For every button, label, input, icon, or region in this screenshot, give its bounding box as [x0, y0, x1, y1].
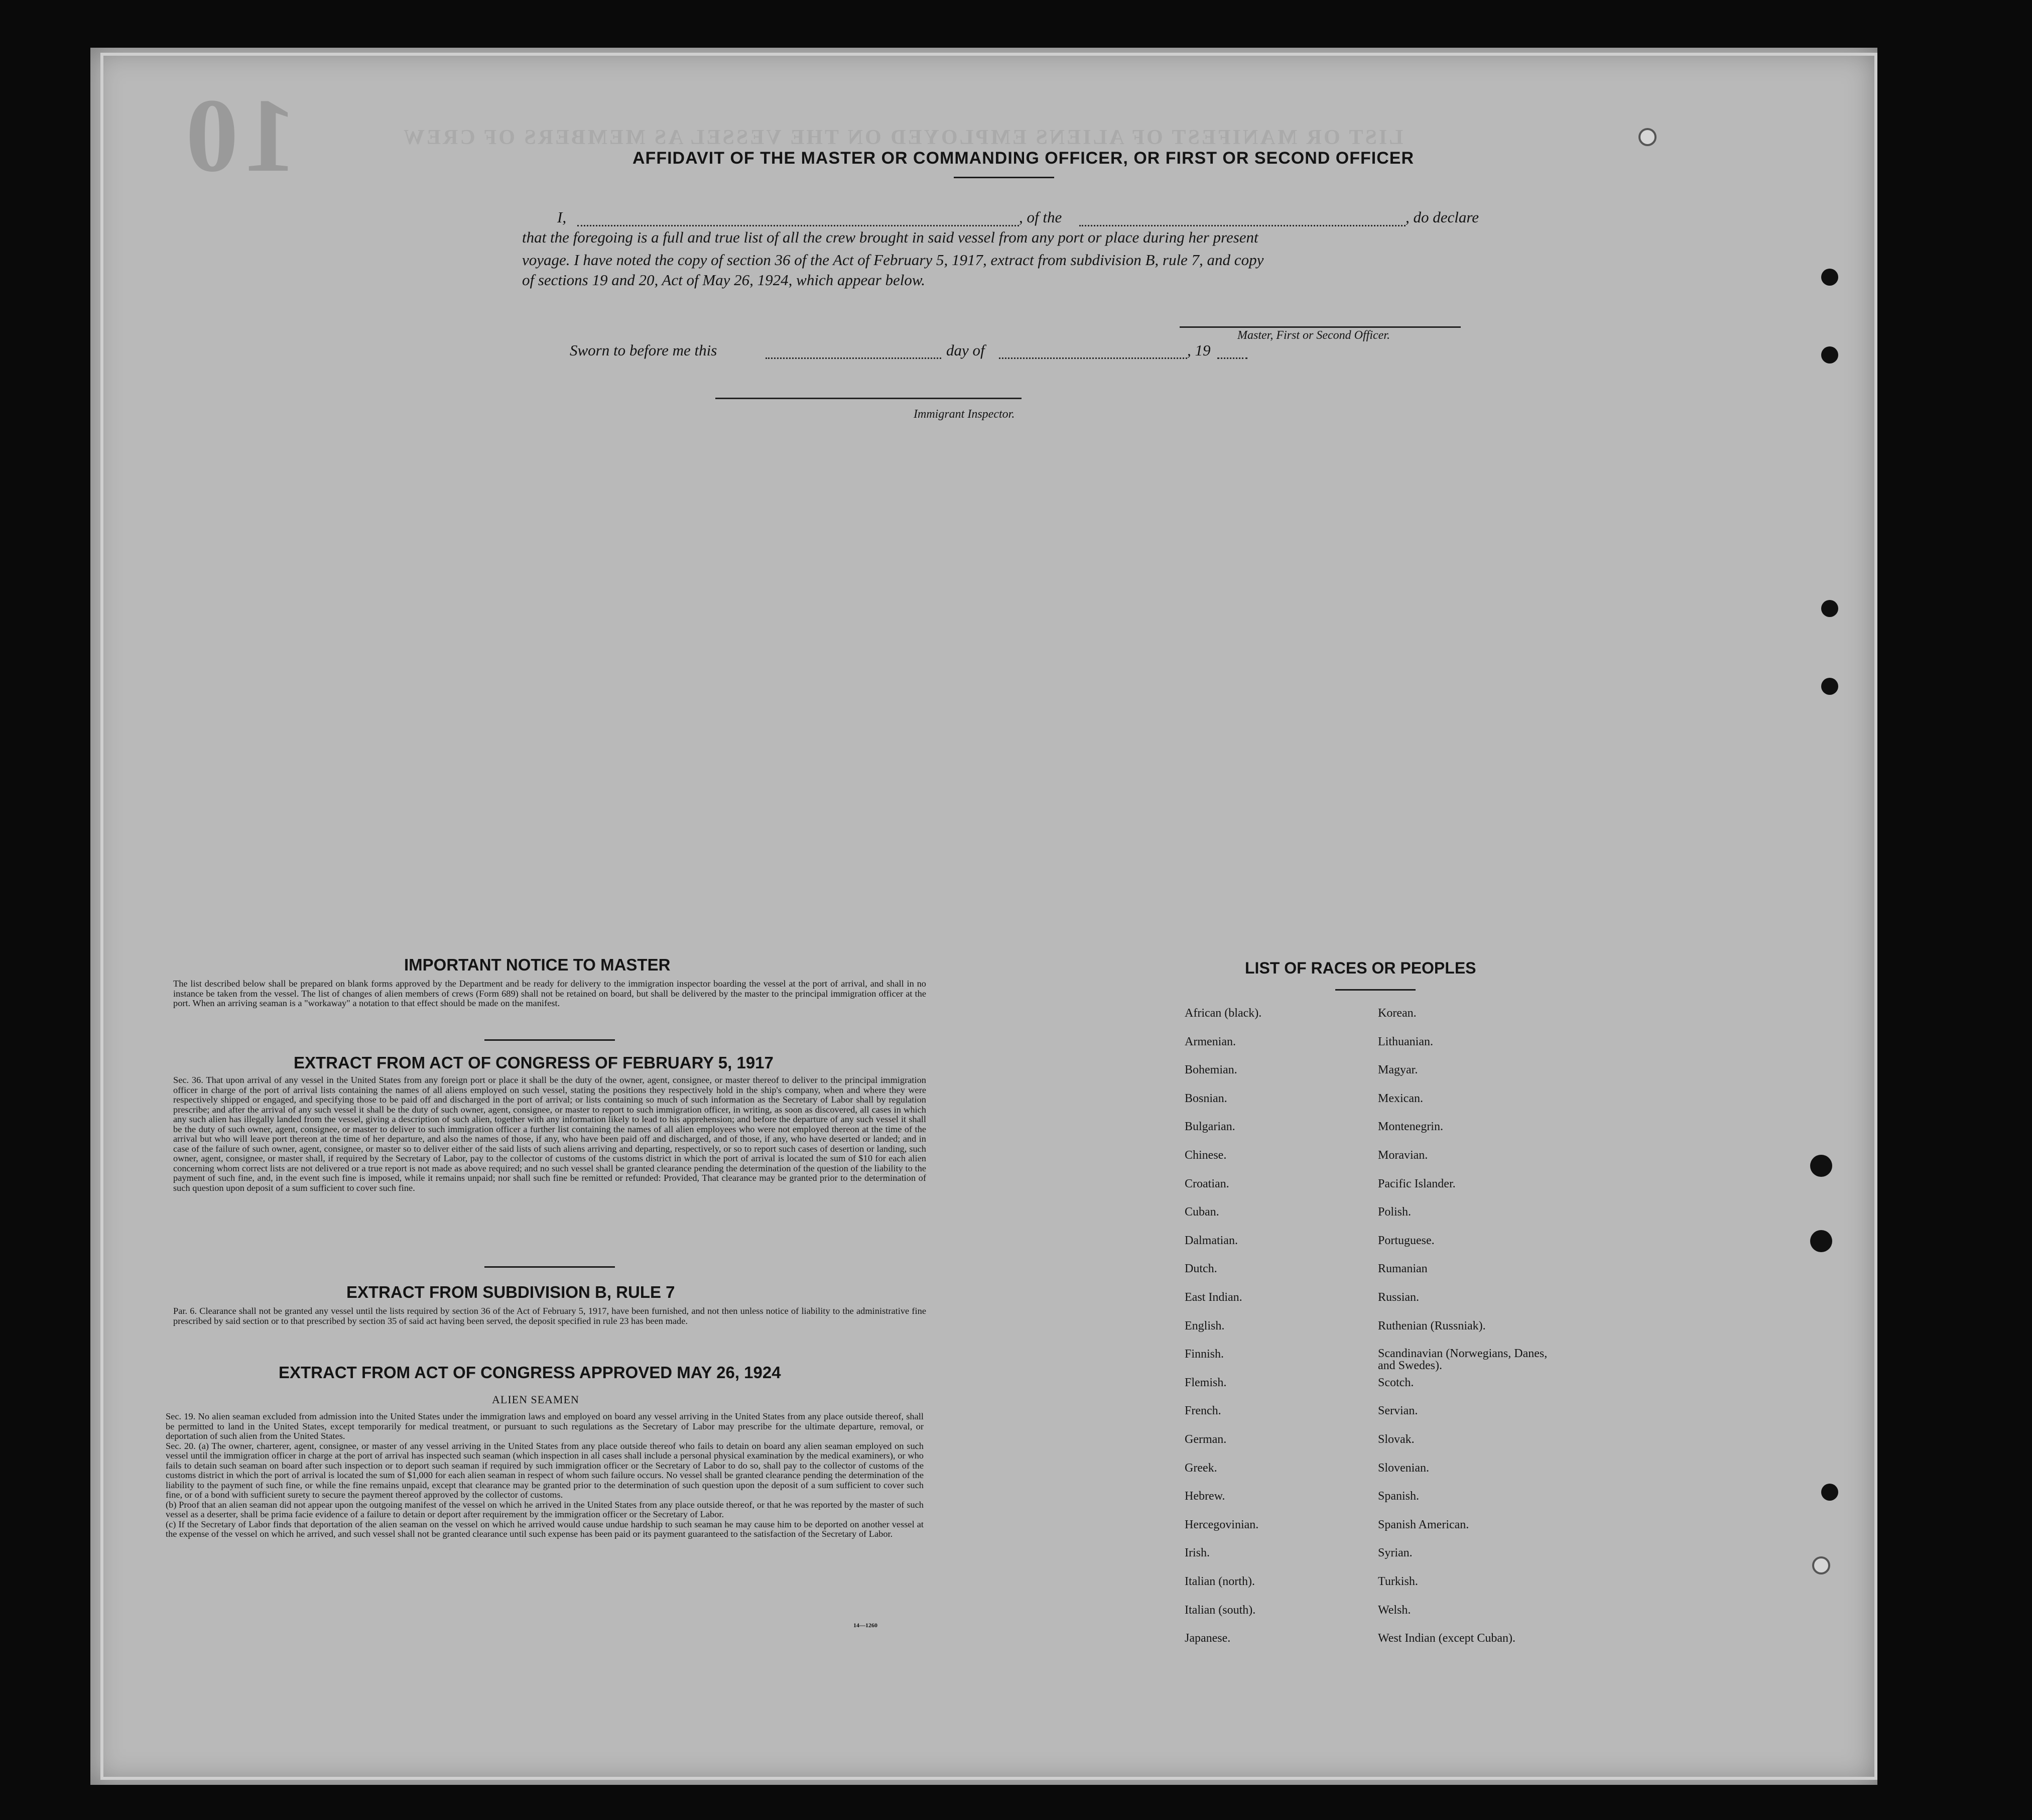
race-entry: West Indian (except Cuban). [1378, 1632, 1515, 1645]
race-entry: Turkish. [1378, 1575, 1418, 1588]
extract-1917-title: EXTRACT FROM ACT OF CONGRESS OF FEBRUARY 5, 1917 [294, 1053, 774, 1072]
race-entry: Moravian. [1378, 1149, 1428, 1162]
race-entry: Spanish American. [1378, 1518, 1469, 1531]
bleed-through-page-number: 10 [181, 77, 296, 194]
alien-seamen-subtitle: ALIEN SEAMEN [492, 1393, 579, 1406]
race-entry: Flemish. [1185, 1376, 1227, 1389]
divider [484, 1039, 615, 1041]
binder-hole [1821, 600, 1838, 617]
race-entry: Chinese. [1185, 1149, 1227, 1162]
races-title: LIST OF RACES OR PEOPLES [1245, 959, 1476, 977]
race-entry: Greek. [1185, 1461, 1217, 1475]
binder-hole [1810, 1230, 1832, 1252]
race-entry: English. [1185, 1319, 1225, 1332]
sworn-year-blank[interactable] [1217, 357, 1247, 359]
bleed-through-title: LIST OR MANIFEST OF ALIENS EMPLOYED ON THE VESSEL AS MEMBERS OF CREW [402, 126, 1404, 149]
sworn-label: Sworn to before me this [570, 341, 717, 359]
year-label: , 19 [1187, 341, 1211, 359]
binder-hole [1821, 269, 1838, 286]
extract-1924-text [166, 1412, 924, 1539]
binder-hole [1821, 346, 1838, 363]
notice-title: IMPORTANT NOTICE TO MASTER [404, 955, 671, 974]
race-entry: Slovak. [1378, 1433, 1415, 1446]
form-number: 14—1260 [853, 1622, 877, 1629]
race-entry: Dalmatian. [1185, 1234, 1238, 1247]
race-entry: Mexican. [1378, 1091, 1423, 1105]
race-entry: Spanish. [1378, 1490, 1420, 1503]
binder-hole [1812, 1556, 1830, 1574]
extract-1917-paragraph: Sec. 36. That upon arrival of any vessel in the United States from any foreign port or place it shall be the duty of the owner, agent, consignee, or master thereof to deliver to the principal immigration officer in charge of the port of arrival lists containing the names of all aliens employed on such vessel, stating the positions they respectively hold in the ship's company, when and where they were respectively shipped or engaged, and specifying those to be paid off and discharged in the port of arrival; or lists containing so much of such information as the Secretary of Labor shall by regulation prescribe; and after the arrival of any such vessel it shall be the duty of such owner, agent, consignee, or master to report to such immigration officer, in writing, as soon as discovered, all cases in which any such alien has illegally landed from the vessel, giving a description of such alien, together with any information likely to lead to his apprehension; and before the departure of any such vessel it shall be the duty of such owner, agent, consignee, or master to deliver to such immigration officer a further list containing the names of all alien employees who were not employed thereon at the time of the arrival but who will leave port thereon at the time of her departure, and also the names of those, if any, who have been paid off and discharged, and of those, if any, who have deserted or landed; and in case of the failure of such owner, agent, consignee, or master so to deliver either of the said lists of such aliens arriving and departing, respectively, or so to report such cases of desertion or landing, such owner, agent, consignee, or master shall, if required by the Secretary of Labor, pay to the collector of customs of the customs district in which the port of arrival is located the sum of $10 for each alien concerning whom correct lists are not delivered or a true report is not made as above required; and no such vessel shall be granted clearance pending the determination of the question of the liability to the payment of such fine, and, in the event such fine is imposed, while it remains unpaid; nor shall such fine be remitted or refunded: Provided, That clearance may be granted prior to the determination of such question upon deposit of a sum sufficient to cover such fine. [173, 1075, 926, 1193]
race-entry: Dutch. [1185, 1262, 1217, 1276]
extract-1917-text [173, 1075, 926, 1193]
notice-text [173, 979, 926, 1009]
race-entry: Irish. [1185, 1546, 1210, 1560]
race-entry: East Indian. [1185, 1291, 1242, 1304]
race-entry: Korean. [1378, 1007, 1417, 1020]
binder-hole [1638, 128, 1657, 146]
affidavit-i: I, [557, 208, 567, 226]
race-entry: Ruthenian (Russniak). [1378, 1319, 1486, 1332]
notice-paragraph: The list described below shall be prepared on blank forms approved by the Department and be ready for delivery to the immigration inspector boarding the vessel at the port of arrival, and shall in no instance be taken from the vessel. The list of changes of alien members of crews (Form 689) shall not be retained on board, but shall be delivered by the master to the principal immigration officer at the port. When an arriving seaman is a "workaway" a notation to that effect should be made on the manifest. [173, 979, 926, 1008]
sec20b-paragraph: (b) Proof that an alien seaman did not appear upon the outgoing manifest of the vessel on which he arrived in the United States from any place outside thereof, or that he was reported by the master of such vessel as a deserter, shall be prima facie evidence of a failure to detain or deport after requirement by the immigration officer or the Secretary of Labor. [166, 1499, 924, 1519]
affidavit-declare: , do declare [1406, 208, 1479, 226]
rule7-paragraph: Par. 6. Clearance shall not be granted any vessel until the lists required by section 36 of the Act of February 5, 1917, have been furnished, and not then unless notice of liability to the administrative fine prescribed by said section or to that prescribed by section 35 of said act having been served, the deposit specified in rule 23 has been made. [173, 1306, 926, 1326]
race-entry: Italian (north). [1185, 1575, 1255, 1588]
race-entry: Servian. [1378, 1404, 1418, 1418]
race-entry: Croatian. [1185, 1177, 1229, 1190]
sec19-paragraph: Sec. 19. No alien seaman excluded from admission into the United States under the immigration laws and employed on board any vessel arriving in the United States from any place outside thereof, shall be permitted to land in the United States, except temporarily for medical treatment, or pursuant to such regulations as the Secretary of Labor may prescribe for the ultimate departure, removal, or deportation of such alien from the United States. [166, 1411, 924, 1441]
divider [484, 1266, 615, 1268]
race-entry: Pacific Islander. [1378, 1177, 1456, 1190]
race-entry: Hebrew. [1185, 1490, 1225, 1503]
master-signature-line[interactable] [1180, 326, 1461, 328]
inspector-label: Immigrant Inspector. [914, 408, 1015, 421]
race-entry: Scotch. [1378, 1376, 1414, 1389]
race-entry: Bohemian. [1185, 1063, 1237, 1077]
affidavit-of-the: , of the [1019, 208, 1062, 226]
affidavit-line-3: voyage. I have noted the copy of section 36 of the Act of February 5, 1917, extract from subdivision B, rule 7, and copy [522, 251, 1264, 269]
race-entry: Italian (south). [1185, 1603, 1256, 1617]
sec20a-paragraph: Sec. 20. (a) The owner, charterer, agent, consignee, or master of any vessel arriving in the United States from any place outside thereof who fails to detain on board any alien seaman employed on such vessel until the immigration officer in charge at the port of arrival has inspected such seaman (which inspection in all cases shall include a personal physical examination by the medical examiners), or who fails to detain such seaman on board after such inspection or to deport such seaman if required by such immigration officer or the Secretary of Labor to do so, shall pay to the collector of customs of the customs district in which the port of arrival is located the sum of $1,000 for each alien seaman in respect of whom such failure occurs. No vessel shall be granted clearance pending the determination of the liability to the payment of such fine, or while the fine remains unpaid, except that clearance may be granted prior to the determination of such question upon the deposit of a sum sufficient to cover such fine, or of a bond with sufficient surety to secure the payment thereof approved by the collector of customs. [166, 1440, 924, 1500]
race-entry: Finnish. [1185, 1348, 1224, 1361]
race-entry: Syrian. [1378, 1546, 1413, 1560]
race-entry: Bosnian. [1185, 1091, 1227, 1105]
race-entry: Magyar. [1378, 1063, 1418, 1077]
race-entry: Rumanian [1378, 1262, 1428, 1276]
race-entry: Scandinavian (Norwegians, Danes, and Swedes). [1378, 1347, 1548, 1373]
affidavit-title: AFFIDAVIT OF THE MASTER OR COMMANDING OFFICER, OR FIRST OR SECOND OFFICER [632, 149, 1414, 168]
divider [1335, 989, 1416, 991]
sec20c-paragraph: (c) If the Secretary of Labor finds that deportation of the alien seaman on the vessel on which he arrived would cause undue hardship to such seaman he may cause him to be deported on another vessel at the expense of the vessel on which he arrived, and such vessel shall not be granted clearance until such expense has been paid or its payment guaranteed to the satisfaction of the Secretary of Labor. [166, 1519, 924, 1539]
race-entry: Hercegovinian. [1185, 1518, 1259, 1531]
sworn-day-blank[interactable] [766, 357, 941, 359]
race-entry: Russian. [1378, 1291, 1420, 1304]
binder-hole [1810, 1155, 1832, 1177]
name-blank[interactable] [577, 225, 1019, 226]
race-entry: Montenegrin. [1378, 1120, 1443, 1134]
day-of-label: day of [946, 341, 985, 359]
affidavit-line-4: of sections 19 and 20, Act of May 26, 1924, which appear below. [522, 271, 926, 289]
sworn-month-blank[interactable] [999, 357, 1187, 359]
race-entry: Portuguese. [1378, 1234, 1435, 1247]
rule7-title: EXTRACT FROM SUBDIVISION B, RULE 7 [346, 1283, 675, 1301]
vessel-blank[interactable] [1079, 225, 1406, 226]
race-entry: Polish. [1378, 1205, 1412, 1219]
inspector-signature-line[interactable] [715, 398, 1022, 399]
extract-1924-title: EXTRACT FROM ACT OF CONGRESS APPROVED MAY 26, 1924 [279, 1363, 781, 1382]
divider [954, 177, 1054, 178]
master-label: Master, First or Second Officer. [1237, 329, 1390, 342]
race-entry: Welsh. [1378, 1603, 1411, 1617]
binder-hole [1821, 1484, 1838, 1501]
race-entry: Cuban. [1185, 1205, 1219, 1219]
race-entry: Lithuanian. [1378, 1035, 1433, 1048]
race-entry: German. [1185, 1433, 1227, 1446]
race-entry: Armenian. [1185, 1035, 1236, 1048]
race-entry: Slovenian. [1378, 1461, 1429, 1475]
affidavit-line-2: that the foregoing is a full and true list of all the crew brought in said vessel from any port or place during her present [522, 228, 1258, 246]
race-entry: Bulgarian. [1185, 1120, 1235, 1134]
binder-hole [1821, 678, 1838, 695]
race-entry: African (black). [1185, 1007, 1262, 1020]
rule7-text [173, 1306, 926, 1326]
race-entry: French. [1185, 1404, 1221, 1418]
race-entry: Japanese. [1185, 1632, 1231, 1645]
